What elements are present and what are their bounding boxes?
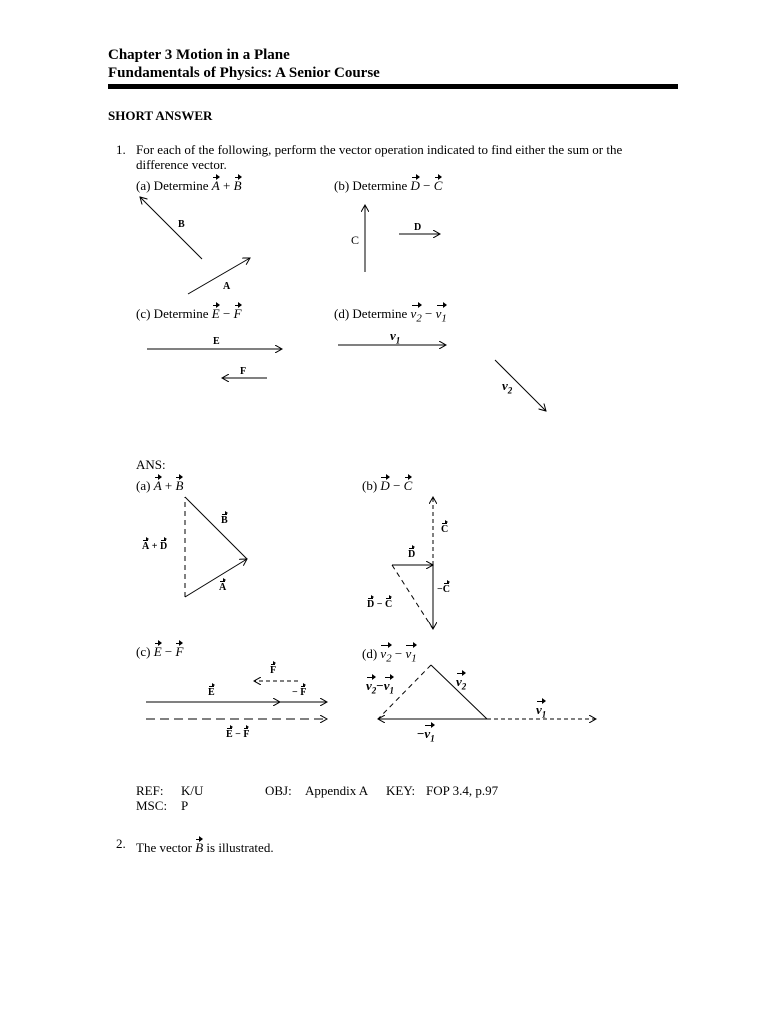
ans-c-vector-2: F [175, 640, 183, 660]
ans-d-v-symbol-1: v [380, 646, 387, 661]
q1a-prefix: (a) Determine [136, 178, 209, 193]
ans-d-v1-symbol: v [536, 702, 542, 717]
q1b-vector-2: C [434, 174, 443, 194]
ans-c-label-F-text: F [270, 662, 276, 676]
ans-d-prefix: (d) [362, 646, 378, 661]
ans-c-negF-sign: − [292, 687, 298, 698]
chapter-title: Chapter 3 Motion in a Plane [108, 47, 290, 63]
ans-b-negC-text: C [443, 581, 450, 595]
ans-d-diff-v1: v [366, 678, 372, 693]
obj-value: Appendix A [305, 783, 369, 798]
q1d-operator: − [424, 306, 433, 321]
ans-d-neg-sign: − [417, 726, 425, 741]
ans-c-vector-1: E [154, 640, 162, 660]
q1d-sub-2: 1 [441, 312, 447, 325]
q1d-prefix: (d) Determine [334, 306, 408, 321]
section-title: SHORT ANSWER [108, 108, 213, 123]
book-title: Fundamentals of Physics: A Senior Course [108, 65, 380, 81]
ans-b-diff-op: − [376, 599, 383, 610]
q2-text-before: The vector [136, 840, 192, 855]
q1d-sub-1: 2 [416, 312, 422, 325]
ans-c-negF-text: F [300, 684, 306, 698]
q1-text-line2: difference vector. [136, 157, 227, 172]
ans-b-diff-2: C [385, 596, 392, 610]
ans-b-label-C-text: C [441, 521, 448, 535]
ans-b-prefix: (b) [362, 478, 378, 493]
ans-d-neg-sub: 1 [430, 733, 435, 744]
ans-c-prefix: (c) [136, 644, 151, 659]
q1d-label-v2-sub: 2 [507, 385, 513, 396]
q1d-label-v1-symbol: v [390, 328, 396, 343]
q1-text-line1: For each of the following, perform the vector operation indicated to find either the sum or the [136, 142, 623, 157]
ans-d-diff-s1: 2 [371, 685, 377, 696]
ans-b-vector-2: C [404, 474, 413, 494]
obj-label: OBJ: [265, 783, 292, 798]
q1d-label-v1-sub: 1 [395, 335, 401, 346]
key-label: KEY: [386, 783, 416, 798]
ans-d-vector-diff [378, 665, 431, 719]
ans-c-diff-1: E [226, 726, 233, 740]
ans-d-v2-symbol: v [456, 674, 462, 689]
ans-c-diff-op: − [235, 729, 241, 740]
q1c-operator: − [223, 306, 231, 321]
q2-vector: B [195, 836, 203, 856]
q2-number: 2. [116, 836, 126, 851]
ans-a-label-B-text: B [221, 512, 228, 526]
ans-d-sub-1: 2 [386, 652, 392, 665]
key-value: FOP 3.4, p.97 [426, 783, 499, 798]
q1b-operator: − [423, 178, 431, 193]
ans-a-label-A-text: A [219, 579, 226, 593]
q1a-label-A: A [223, 281, 231, 292]
ans-a-vector-A [185, 559, 247, 597]
q2-text-after: is illustrated. [206, 840, 274, 855]
ans-d-v2-sub: 2 [461, 681, 467, 692]
ans-a-sum-op: + [151, 541, 158, 552]
q1a-vector-A [188, 258, 250, 294]
ans-d-diff-op: − [376, 678, 384, 693]
ref-value: K/U [181, 783, 204, 798]
q1c-label-E: E [213, 336, 220, 347]
ans-d-diff-s2: 1 [389, 685, 394, 696]
q1b-vector-1: D [411, 174, 420, 194]
ans-c-operator: − [164, 644, 173, 659]
ans-d-v-symbol-2: v [405, 646, 412, 661]
q1b-label-C: C [351, 233, 360, 247]
ans-c-label-E-text: E [208, 684, 215, 698]
q1a-vector-B [140, 197, 202, 259]
q1d-v-symbol-1: v [410, 306, 417, 321]
q1a-vector-2: B [234, 174, 242, 194]
q1d-v-symbol-2: v [435, 306, 442, 321]
ans-b-diff-1: D [367, 596, 374, 610]
ans-d-neg-v: v [424, 726, 431, 741]
q1b-prefix: (b) Determine [334, 178, 408, 193]
ans-b-label-D-text: D [408, 546, 415, 560]
q1c-prefix: (c) Determine [136, 306, 209, 321]
ans-d-v1-sub: 1 [541, 709, 547, 720]
ans-d-sub-2: 1 [411, 652, 417, 665]
ans-d-vector-v2 [431, 665, 487, 719]
q1c-vector-1: E [212, 302, 220, 322]
ans-a-sum-1: A [142, 538, 149, 552]
q1a-operator: + [223, 178, 231, 193]
q1d-vector-v2 [495, 360, 546, 411]
q1a-label-B: B [178, 219, 185, 230]
ans-b-operator: − [393, 478, 401, 493]
q1c-vector-2: F [234, 302, 242, 322]
ans-b-vector-diff [392, 565, 433, 629]
ans-a-operator: + [164, 478, 173, 493]
q1c-label-F: F [240, 366, 247, 377]
ans-a-vector-B [185, 497, 247, 559]
q1b-label-D: D [414, 222, 422, 233]
ans-a-prefix: (a) [136, 478, 151, 493]
ans-b-vector-1: D [380, 474, 389, 494]
msc-value: P [181, 798, 189, 813]
ans-c-diff-2: F [243, 726, 249, 740]
ans-a-sum-2: D [160, 538, 167, 552]
ans-a-vector-1: A [154, 474, 162, 494]
q1a-vector-1: A [212, 174, 220, 194]
msc-label: MSC: [136, 798, 168, 813]
q1-number: 1. [116, 142, 126, 157]
ans-label: ANS: [136, 457, 166, 472]
ref-label: REF: [136, 783, 164, 798]
ans-d-operator: − [394, 646, 403, 661]
ans-b-negC-sign: − [437, 584, 443, 595]
q1d-label-v2-symbol: v [502, 378, 508, 393]
ans-a-vector-2: B [175, 474, 183, 494]
ans-d-diff-v2: v [383, 678, 390, 693]
